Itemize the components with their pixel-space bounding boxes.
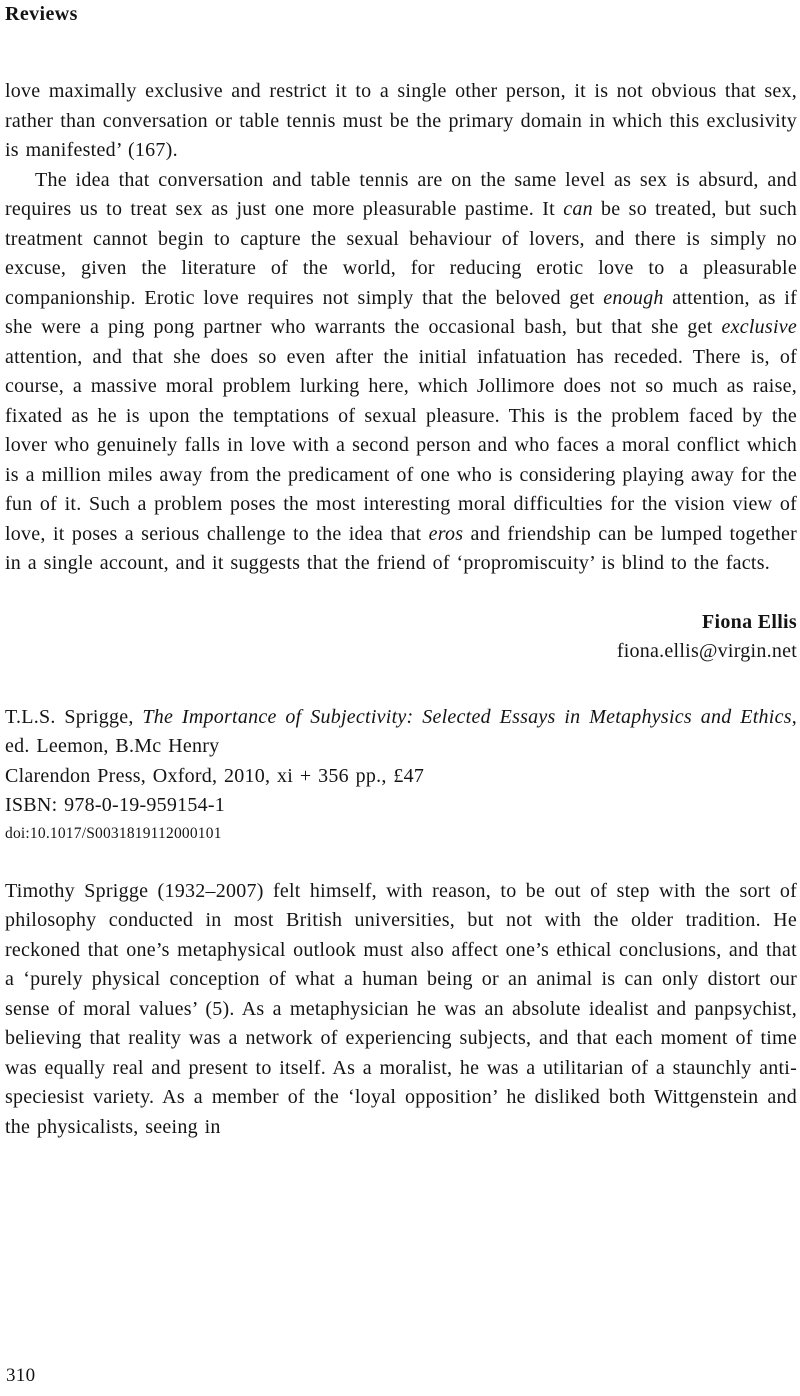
reviewer-signature (5, 608, 797, 667)
reviewer-name: Fiona Ellis (702, 610, 797, 633)
running-header: Reviews (5, 3, 78, 25)
citation-doi: doi:10.1017/S0031819112000101 (5, 824, 222, 842)
review-body (5, 77, 797, 579)
paragraph: The idea that conversation and table tennis are on the same level as sex is absurd, and requires us to treat sex as just one more pleasurable pastime. It can be so treated, but such treatment cannot begin to capture the sexual behaviour of lovers, and there is simply no excuse, given the literature of the world, for reducing erotic love to a pleasurable companionship. Erotic love requires not simply that the beloved get enough attention, as if she were a ping pong partner who warrants the occasional bash, but that she get exclusive attention, and that she does so even after the initial infatuation has receded. There is, of course, a massive moral problem lurking here, which Jollimore does not so much as raise, fixated as he is upon the temptations of sexual pleasure. This is the problem faced by the lover who genuinely falls in love with a second person and who faces a moral conflict which is a million miles away from the predicament of one who is considering playing away for the fun of it. Such a problem poses the most interesting moral difficulties for the vision view of love, it poses a serious challenge to the idea that eros and friendship can be lumped together in a single account, and it suggests that the friend of ‘propromiscuity’ is blind to the facts. (5, 168, 797, 574)
citation-isbn: ISBN: 978-0-19-959154-1 (5, 794, 226, 816)
paragraph: love maximally exclusive and restrict it to a single other person, it is not obvious that sex, rather than conversation or table tennis must be the primary domain in which this exclusivity is manifested’ (167). (5, 80, 797, 161)
page-number: 310 (6, 1365, 36, 1386)
citation-title: T.L.S. Sprigge, The Importance of Subjectivity: Selected Essays in Metaphysics and Ethics, ed. Leemon, B.Mc Henry (5, 705, 797, 757)
paragraph: Timothy Sprigge (1932–2007) felt himself, with reason, to be out of step with the sort of philosophy conducted in most British universities, but not with the older tradition. He reckoned that one’s metaphysical outlook must also affect one’s ethical conclusions, and that a ‘purely physical conception of what a human being or an animal is can only distort our sense of moral values’ (5). As a metaphysician he was an absolute idealist and panpsychist, believing that reality was a network of experiencing subjects, and that each moment of time was equally real and present to itself. As a moralist, he was a utilitarian of a staunchly anti-speciesist variety. As a member of the ‘loyal opposition’ he disliked both Wittgenstein and the physicalists, seeing in (5, 879, 797, 1138)
book-citation (5, 703, 797, 847)
reviewer-email: fiona.ellis@virgin.net (616, 640, 797, 662)
citation-publisher: Clarendon Press, Oxford, 2010, xi + 356 pp., £47 (5, 764, 425, 787)
